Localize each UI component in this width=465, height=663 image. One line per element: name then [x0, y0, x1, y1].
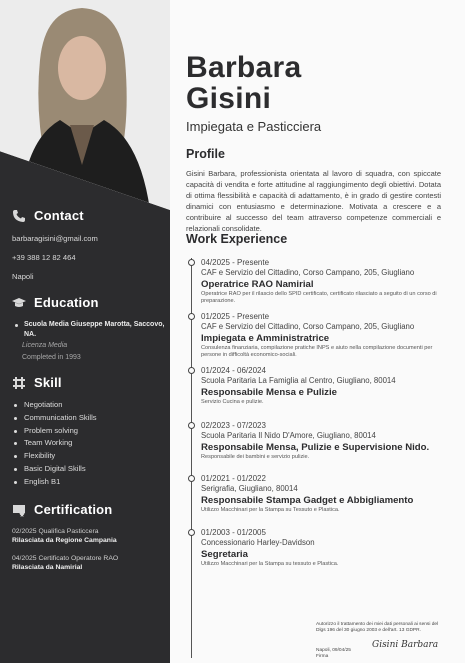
education-year: Completed in 1993: [22, 354, 81, 361]
graduation-cap-icon: [12, 296, 26, 310]
skill-item: Team Working: [12, 437, 97, 450]
job-title: Responsabile Stampa Gadget e Abbigliamento: [201, 495, 414, 506]
profile-text: Gisini Barbara, professionista orientata al lavoro di squadra, con spiccate capacità di vendita e forte attitudine al raggiungimento degli obiettivi. Dotata di ottima flessibilità e capacità di adattamento, è in grado di gestire contesti dinamici con entusiasmo e determinazione. Motivata a crescere e a contribuire al successo del team attraverso competenze commerciali e relazionali consolidate.: [186, 169, 441, 233]
job-entry: [201, 366, 446, 406]
timeline-dot: [188, 529, 195, 536]
education-heading: [12, 295, 99, 310]
timeline-dot: [188, 422, 195, 429]
timeline-dot: [188, 313, 195, 320]
experience-heading: Work Experience: [186, 232, 288, 246]
job-org: CAF e Servizio del Cittadino, Corso Campano, 205, Giugliano: [201, 322, 415, 331]
certification-issuer: Rilasciata da Namirial: [12, 563, 83, 571]
skill-item: Basic Digital Skills: [12, 463, 97, 476]
contact-email[interactable]: barbaragisini@gmail.com: [12, 234, 98, 243]
job-org: Concessionario Harley-Davidson: [201, 538, 315, 547]
bullet: [15, 324, 18, 327]
last-name: Gisini: [186, 82, 272, 115]
sign-label: Firma: [316, 654, 329, 659]
job-date: 01/2025 - Presente: [201, 312, 270, 321]
place-date-text: Napoli, 09/04/25: [316, 648, 351, 653]
skill-item: Negotiation: [12, 399, 97, 412]
contact-phone[interactable]: +39 388 12 82 464: [12, 253, 76, 262]
phone-icon: [12, 209, 26, 223]
candidate-role: Impiegata e Pasticciera: [186, 119, 322, 134]
first-name: Barbara: [186, 51, 302, 84]
sidebar: [0, 0, 170, 663]
certification-heading: [12, 502, 112, 517]
certification-line: 02/2025 Qualifica Pasticcera: [12, 528, 99, 535]
signature: Gisini Barbara: [372, 640, 439, 650]
timeline-dot: [188, 259, 195, 266]
skill-item: Problem solving: [12, 425, 97, 438]
job-entry: [201, 528, 446, 568]
certification-item: [12, 528, 117, 545]
job-date: 01/2021 - 01/2022: [201, 474, 266, 483]
job-title: Responsabile Mensa, Pulizie e Supervisione Nido.: [201, 442, 430, 453]
skill-title: Skill: [34, 375, 62, 390]
education-diploma: Licenza Media: [22, 342, 68, 349]
job-date: 01/2024 - 06/2024: [201, 366, 266, 375]
job-desc: Utilizzo Macchinari per la Stampa su tessuto e Plastica.: [201, 561, 339, 567]
profile-heading: Profile: [186, 147, 225, 161]
contact-city: Napoli: [12, 272, 34, 281]
job-title: Operatrice RAO Namirial: [201, 279, 314, 290]
certification-issuer: Rilasciata da Regione Campania: [12, 536, 117, 544]
privacy-consent: Autorizzo il trattamento dei miei dati personali ai sensi del Dlgs 196 del 30 giugno 2003 e dell'art. 13 GDPR.: [316, 622, 439, 634]
job-date: 04/2025 - Presente: [201, 258, 270, 267]
certification-item: [12, 555, 118, 572]
skill-item: English B1: [12, 476, 97, 489]
job-desc: Consulenza finanziaria, compilazione pratiche INPS e aiuto nella compilazione documenti per persone in difficoltà economico-sociali.: [201, 345, 433, 359]
skill-item: Communication Skills: [12, 412, 97, 425]
job-date: 01/2003 - 01/2005: [201, 528, 266, 537]
job-entry: [201, 258, 446, 306]
job-title: Responsabile Mensa e Pulizie: [201, 387, 337, 398]
puzzle-icon: [12, 376, 26, 390]
job-entry: [201, 421, 446, 461]
certificate-icon: [12, 503, 26, 517]
job-title: Impiegata e Amministratrice: [201, 333, 330, 344]
candidate-name: [186, 52, 302, 114]
job-org: Scuola Paritaria La Famiglia al Centro, Giugliano, 80014: [201, 376, 396, 385]
place-date: [316, 648, 351, 660]
skill-heading: [12, 375, 62, 390]
job-entry: [201, 312, 446, 360]
job-date: 02/2023 - 07/2023: [201, 421, 266, 430]
job-desc: Servizio Cucina e pulizie.: [201, 399, 264, 405]
job-org: Serigrafia, Giugliano, 80014: [201, 484, 298, 493]
job-org: CAF e Servizio del Cittadino, Corso Campano, 205, Giugliano: [201, 268, 415, 277]
job-desc: Responsabile dei bambini e servizio pulizie.: [201, 454, 310, 460]
contact-heading: [12, 208, 84, 223]
job-desc: Utilizzo Macchinari per la Stampa su Tessuto e Plastica.: [201, 507, 340, 513]
timeline-dot: [188, 475, 195, 482]
profile-photo: [0, 0, 170, 210]
job-title: Segretaria: [201, 549, 248, 560]
certification-title: Certification: [34, 502, 113, 517]
education-school: [14, 320, 174, 340]
skills-list: [12, 399, 97, 489]
job-entry: [201, 474, 446, 514]
timeline-dot: [188, 367, 195, 374]
job-org: Scuola Paritaria Il Nido D'Amore, Giugliano, 80014: [201, 431, 376, 440]
education-title: Education: [34, 295, 99, 310]
certification-line: 04/2025 Certificato Operatore RAO: [12, 555, 119, 562]
contact-title: Contact: [34, 208, 84, 223]
education-school-text: Scuola Media Giuseppe Marotta, Saccovo, NA.: [24, 321, 165, 338]
job-desc: Operatrice RAO per il rilascio dello SPID certificato, certificato rilasciato a seguito di un corso di preparazione.: [201, 291, 437, 305]
skill-item: Flexibility: [12, 450, 97, 463]
